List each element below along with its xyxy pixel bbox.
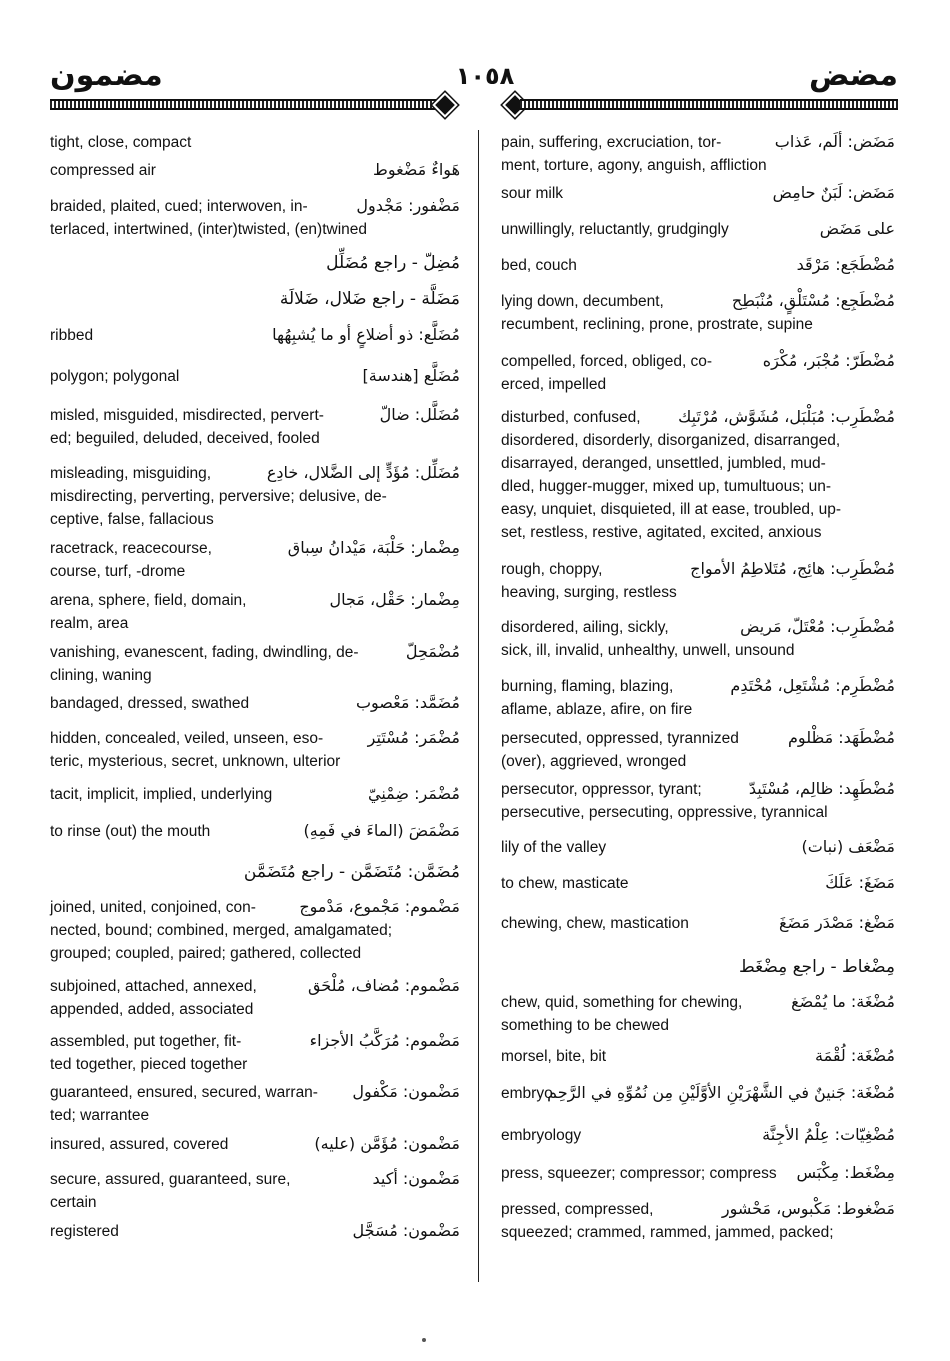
header-guide-word-left: مضمون (50, 58, 163, 93)
english-definition: braided, plaited, cued; interwoven, in- (50, 198, 308, 215)
arabic-headword: مَضْمون: مُسَجَّل (352, 1221, 460, 1240)
english-definition: ed; beguiled, deluded, deceived, fooled (50, 430, 320, 447)
arabic-headword: مَضْمون: مَكْفول (352, 1082, 460, 1101)
dictionary-entry (501, 1045, 895, 1068)
arabic-headword: مَضَض: لَبَنٌ حامِض (772, 183, 895, 202)
english-definition: persecutor, oppressor, tyrant; (501, 781, 702, 798)
english-definition: persecuted, oppressed, tyrannized (501, 730, 739, 747)
arabic-headword: مِضْغَط: مِكْبَس (796, 1163, 895, 1182)
english-definition: vanishing, evanescent, fading, dwindling, de- (50, 644, 359, 661)
arabic-headword: مُضْطَجِع: مُسْتَلْقٍ، مُنْبَطِح (731, 291, 895, 310)
english-definition: misdirecting, perverting, perversive; delusive, de- (50, 488, 387, 505)
dictionary-entry (50, 131, 460, 154)
english-definition: to chew, masticate (501, 875, 629, 892)
english-definition: aflame, ablaze, afire, on fire (501, 701, 693, 718)
dictionary-entry (50, 537, 460, 583)
arabic-headword: مِضْغاط - راجع مِضْغَط (739, 957, 895, 977)
arabic-headword: مَضَغَ: عَلَكَ (825, 873, 895, 892)
dictionary-entry (50, 1081, 460, 1127)
english-definition: squeezed; crammed, rammed, jammed, packed; (501, 1224, 834, 1241)
arabic-headword: مِضْمار: حَلْبَة، مَيْدانُ سِباق (287, 538, 460, 557)
arabic-headword: مَضَلَّة - راجع ضَلال، ضَلالَة (279, 289, 460, 309)
dictionary-entry (501, 290, 895, 336)
dictionary-entry (50, 324, 460, 347)
english-definition: easy, unquiet, disquieted, ill at ease, troubled, up- (501, 501, 842, 518)
english-definition: disarrayed, deranged, unsettled, jumbled, mud- (501, 455, 826, 472)
english-definition: secure, assured, guaranteed, sure, (50, 1171, 291, 1188)
dictionary-entry (501, 912, 895, 935)
dictionary-entry (50, 857, 460, 887)
english-definition: persecutive, persecuting, oppressive, tyrannical (501, 804, 828, 821)
arabic-headword: مُضَلَّع [هندسة] (362, 366, 460, 385)
english-definition: clining, waning (50, 667, 152, 684)
arabic-headword: مُضْطَجَع: مَرْقَد (796, 255, 895, 274)
column-divider (478, 130, 479, 1282)
arabic-headword: مَضَض: ألَم، عَذاب (774, 132, 895, 151)
arabic-headword: مُضَلَّع: ذو أضلاعٍ أو ما يُشبِهُها (272, 325, 460, 344)
arabic-headword: مَضْموم: مَجْموع، مَدْموج (299, 897, 460, 916)
english-definition: sour milk (501, 185, 564, 202)
english-definition: realm, area (50, 615, 129, 632)
arabic-headword: مُضِلّ - راجع مُضَلِّل (326, 253, 460, 273)
dictionary-entry (50, 896, 460, 965)
english-definition: recumbent, reclining, prone, prostrate, supine (501, 316, 813, 333)
arabic-headword: هَواءٌ مَضْغوط (373, 160, 460, 179)
english-definition: tacit, implicit, implied, underlying (50, 786, 273, 803)
english-definition: ceptive, false, fallacious (50, 511, 214, 528)
arabic-headword: مُضْغَة: جَنينٌ في الشَّهْرَيْنِ الأوَّلَيْنِ مِن نُمُوِّهِ في الرَّحِم (547, 1083, 895, 1102)
arabic-headword: مُضْغِيّات: عِلْمُ الأجِنَّة (762, 1125, 895, 1144)
english-definition: morsel, bite, bit (501, 1048, 607, 1065)
arabic-headword: مُضْطَهَد: مَظْلوم (788, 728, 895, 747)
english-definition: teric, mysterious, secret, unknown, ulterior (50, 753, 341, 770)
dictionary-entry (501, 778, 895, 824)
arabic-headword: مَضْمَضَ (الماءَ في فَمِهِ) (303, 821, 460, 840)
dictionary-entry (501, 727, 895, 773)
english-definition: misleading, misguiding, (50, 465, 212, 482)
arabic-headword: مُضْغَة: لُقْمَة (814, 1046, 895, 1065)
dictionary-entry (50, 1030, 460, 1076)
english-definition: erced, impelled (501, 376, 607, 393)
english-definition: certain (50, 1194, 97, 1211)
dictionary-entry (50, 284, 460, 314)
dictionary-entry (50, 692, 460, 715)
arabic-headword: مُضَلِّل: مُؤَدٍّ إلى الضَّلال، خادِع (266, 463, 460, 482)
arabic-headword: على مَضَض (819, 219, 895, 238)
page-number: ١٠٥٨ (455, 62, 515, 90)
english-definition: burning, flaming, blazing, (501, 678, 674, 695)
dictionary-entry (501, 991, 895, 1037)
english-definition: chew, quid, something for chewing, (501, 994, 743, 1011)
arabic-headword: مُضْطَرِب: مُبَلْبَل، مُشَوَّش، مُرْتَبِك (678, 407, 895, 426)
english-definition: pain, suffering, excruciation, tor- (501, 134, 722, 151)
dictionary-entry (501, 1198, 895, 1244)
english-definition: misled, misguided, misdirected, pervert- (50, 407, 324, 424)
dictionary-entry (50, 641, 460, 687)
dictionary-entry (50, 1220, 460, 1243)
arabic-headword: مُضْطَرِم: مُشْتَعِل، مُحْتَدِم (730, 676, 895, 695)
dictionary-entry (501, 616, 895, 662)
arabic-headword: مِضْمار: حَقْل، مَجال (329, 590, 460, 609)
dictionary-entry (501, 872, 895, 895)
dictionary-entry (50, 365, 460, 388)
dictionary-entry (501, 254, 895, 277)
english-definition: press, squeezer; compressor; compress (501, 1165, 777, 1182)
dictionary-entry (50, 248, 460, 278)
english-definition: bandaged, dressed, swathed (50, 695, 250, 712)
english-definition: compelled, forced, obliged, co- (501, 353, 713, 370)
dictionary-entry (501, 1162, 895, 1185)
english-definition: something to be chewed (501, 1017, 670, 1034)
english-definition: grouped; coupled, paired; gathered, collected (50, 945, 362, 962)
arabic-headword: مُضْمَر: مُسْتَتِر (367, 728, 460, 747)
arabic-headword: مَضْمون: أكيد (372, 1169, 460, 1188)
dictionary-entry (50, 462, 460, 531)
english-definition: ribbed (50, 327, 94, 344)
dictionary-entry (50, 1133, 460, 1156)
dictionary-entry (50, 975, 460, 1021)
english-definition: insured, assured, covered (50, 1136, 229, 1153)
arabic-headword: مُضَمَّد: مَعْصوب (355, 693, 460, 712)
english-definition: to rinse (out) the mouth (50, 823, 211, 840)
arabic-headword: مَضْموم: مُرَكَّبُ الأجزاء (309, 1031, 460, 1050)
english-definition: arena, sphere, field, domain, (50, 592, 247, 609)
english-definition: ted; warrantee (50, 1107, 150, 1124)
dictionary-entry (501, 350, 895, 396)
arabic-headword: مُضْطَرِب: هائِج، مُتَلاطِمُ الأمواج (690, 559, 895, 578)
english-definition: terlaced, intertwined, (inter)twisted, (en)twined (50, 221, 368, 238)
english-definition: guaranteed, ensured, secured, warran- (50, 1084, 318, 1101)
dictionary-entry (50, 727, 460, 773)
english-definition: pressed, compressed, (501, 1201, 654, 1218)
dictionary-entry (501, 558, 895, 604)
english-definition: appended, added, associated (50, 1001, 254, 1018)
english-definition: disordered, ailing, sickly, (501, 619, 669, 636)
dictionary-entry (501, 675, 895, 721)
arabic-headword: مَضْموم: مُضاف، مُلْحَق (307, 976, 460, 995)
english-definition: embryo (501, 1085, 553, 1102)
dictionary-entry (50, 195, 460, 241)
english-definition: joined, united, conjoined, con- (50, 899, 256, 916)
dictionary-entry (501, 1124, 895, 1147)
header-guide-word-right: مضض (808, 58, 898, 93)
dictionary-entry (50, 159, 460, 182)
ornament-diamond-icon (432, 92, 457, 117)
english-definition: registered (50, 1223, 119, 1240)
dictionary-entry (501, 406, 895, 544)
english-definition: assembled, put together, fit- (50, 1033, 242, 1050)
english-definition: racetrack, reacecourse, (50, 540, 212, 557)
english-definition: sick, ill, invalid, unhealthy, unwell, unsound (501, 642, 795, 659)
dictionary-entry (50, 783, 460, 806)
english-definition: lying down, decumbent, (501, 293, 664, 310)
dictionary-entry (50, 1168, 460, 1214)
arabic-headword: مُضْغَة: ما يُمْضَغ (791, 992, 895, 1011)
english-definition: ment, torture, agony, anguish, affliction (501, 157, 767, 174)
english-definition: chewing, chew, mastication (501, 915, 689, 932)
english-definition: ted together, pieced together (50, 1056, 248, 1073)
arabic-headword: مُضْطَرِب: مُعْتَلّ، مَريض (740, 617, 895, 636)
arabic-headword: مُضَمَّن: مُتَضَمَّن - راجع مُتَضَمَّن (243, 862, 460, 882)
english-definition: set, restless, restive, agitated, excited, anxious (501, 524, 822, 541)
header-rule-right (520, 99, 898, 110)
header-rule-left (50, 99, 448, 110)
english-definition: subjoined, attached, annexed, (50, 978, 257, 995)
english-definition: rough, choppy, (501, 561, 603, 578)
english-definition: (over), aggrieved, wronged (501, 753, 687, 770)
dictionary-entry (501, 952, 895, 982)
arabic-headword: مُضَلَّل: ضالّ (379, 405, 460, 424)
arabic-headword: مَضْمون: مُؤَمَّن (عليه) (314, 1134, 460, 1153)
dictionary-entry (50, 820, 460, 843)
english-definition: compressed air (50, 162, 156, 179)
english-definition: lily of the valley (501, 839, 607, 856)
arabic-headword: مَضْغ: مَصْدَر مَضَغَ (778, 913, 895, 932)
english-definition: heaving, surging, restless (501, 584, 677, 601)
english-definition: disturbed, confused, (501, 409, 641, 426)
arabic-headword: مُضْطَهِد: ظالِم، مُسْتَبِدّ (748, 779, 895, 798)
english-definition: polygon; polygonal (50, 368, 180, 385)
arabic-headword: مَضْغوط: مَكْبوس، مَحْشور (721, 1199, 895, 1218)
english-definition: dled, hugger-mugger, mixed up, tumultuous; un- (501, 478, 831, 495)
dictionary-entry (501, 218, 895, 241)
english-definition: hidden, concealed, veiled, unseen, eso- (50, 730, 324, 747)
english-definition: unwillingly, reluctantly, grudgingly (501, 221, 729, 238)
english-definition: embryology (501, 1127, 582, 1144)
arabic-headword: مُضْطَرّ: مُجْبَر، مُكْرَه (762, 351, 895, 370)
dictionary-entry (501, 1082, 895, 1105)
english-definition: nected, bound; combined, merged, amalgamated; (50, 922, 393, 939)
english-definition: disordered, disorderly, disorganized, disarranged, (501, 432, 841, 449)
footer-mark (422, 1338, 426, 1342)
dictionary-entry (50, 589, 460, 635)
english-definition: course, turf, -drome (50, 563, 186, 580)
arabic-headword: مُضْمَحِلّ (405, 642, 460, 661)
dictionary-entry (501, 182, 895, 205)
arabic-headword: مَضْعَف (نبات) (801, 837, 895, 856)
dictionary-entry (501, 131, 895, 177)
english-definition: tight, close, compact (50, 134, 192, 151)
arabic-headword: مَضْفور: مَجْدول (356, 196, 460, 215)
english-definition: bed, couch (501, 257, 577, 274)
dictionary-entry (501, 836, 895, 859)
dictionary-entry (50, 404, 460, 450)
arabic-headword: مُضْمَر: ضِمْنِيّ (368, 784, 460, 803)
